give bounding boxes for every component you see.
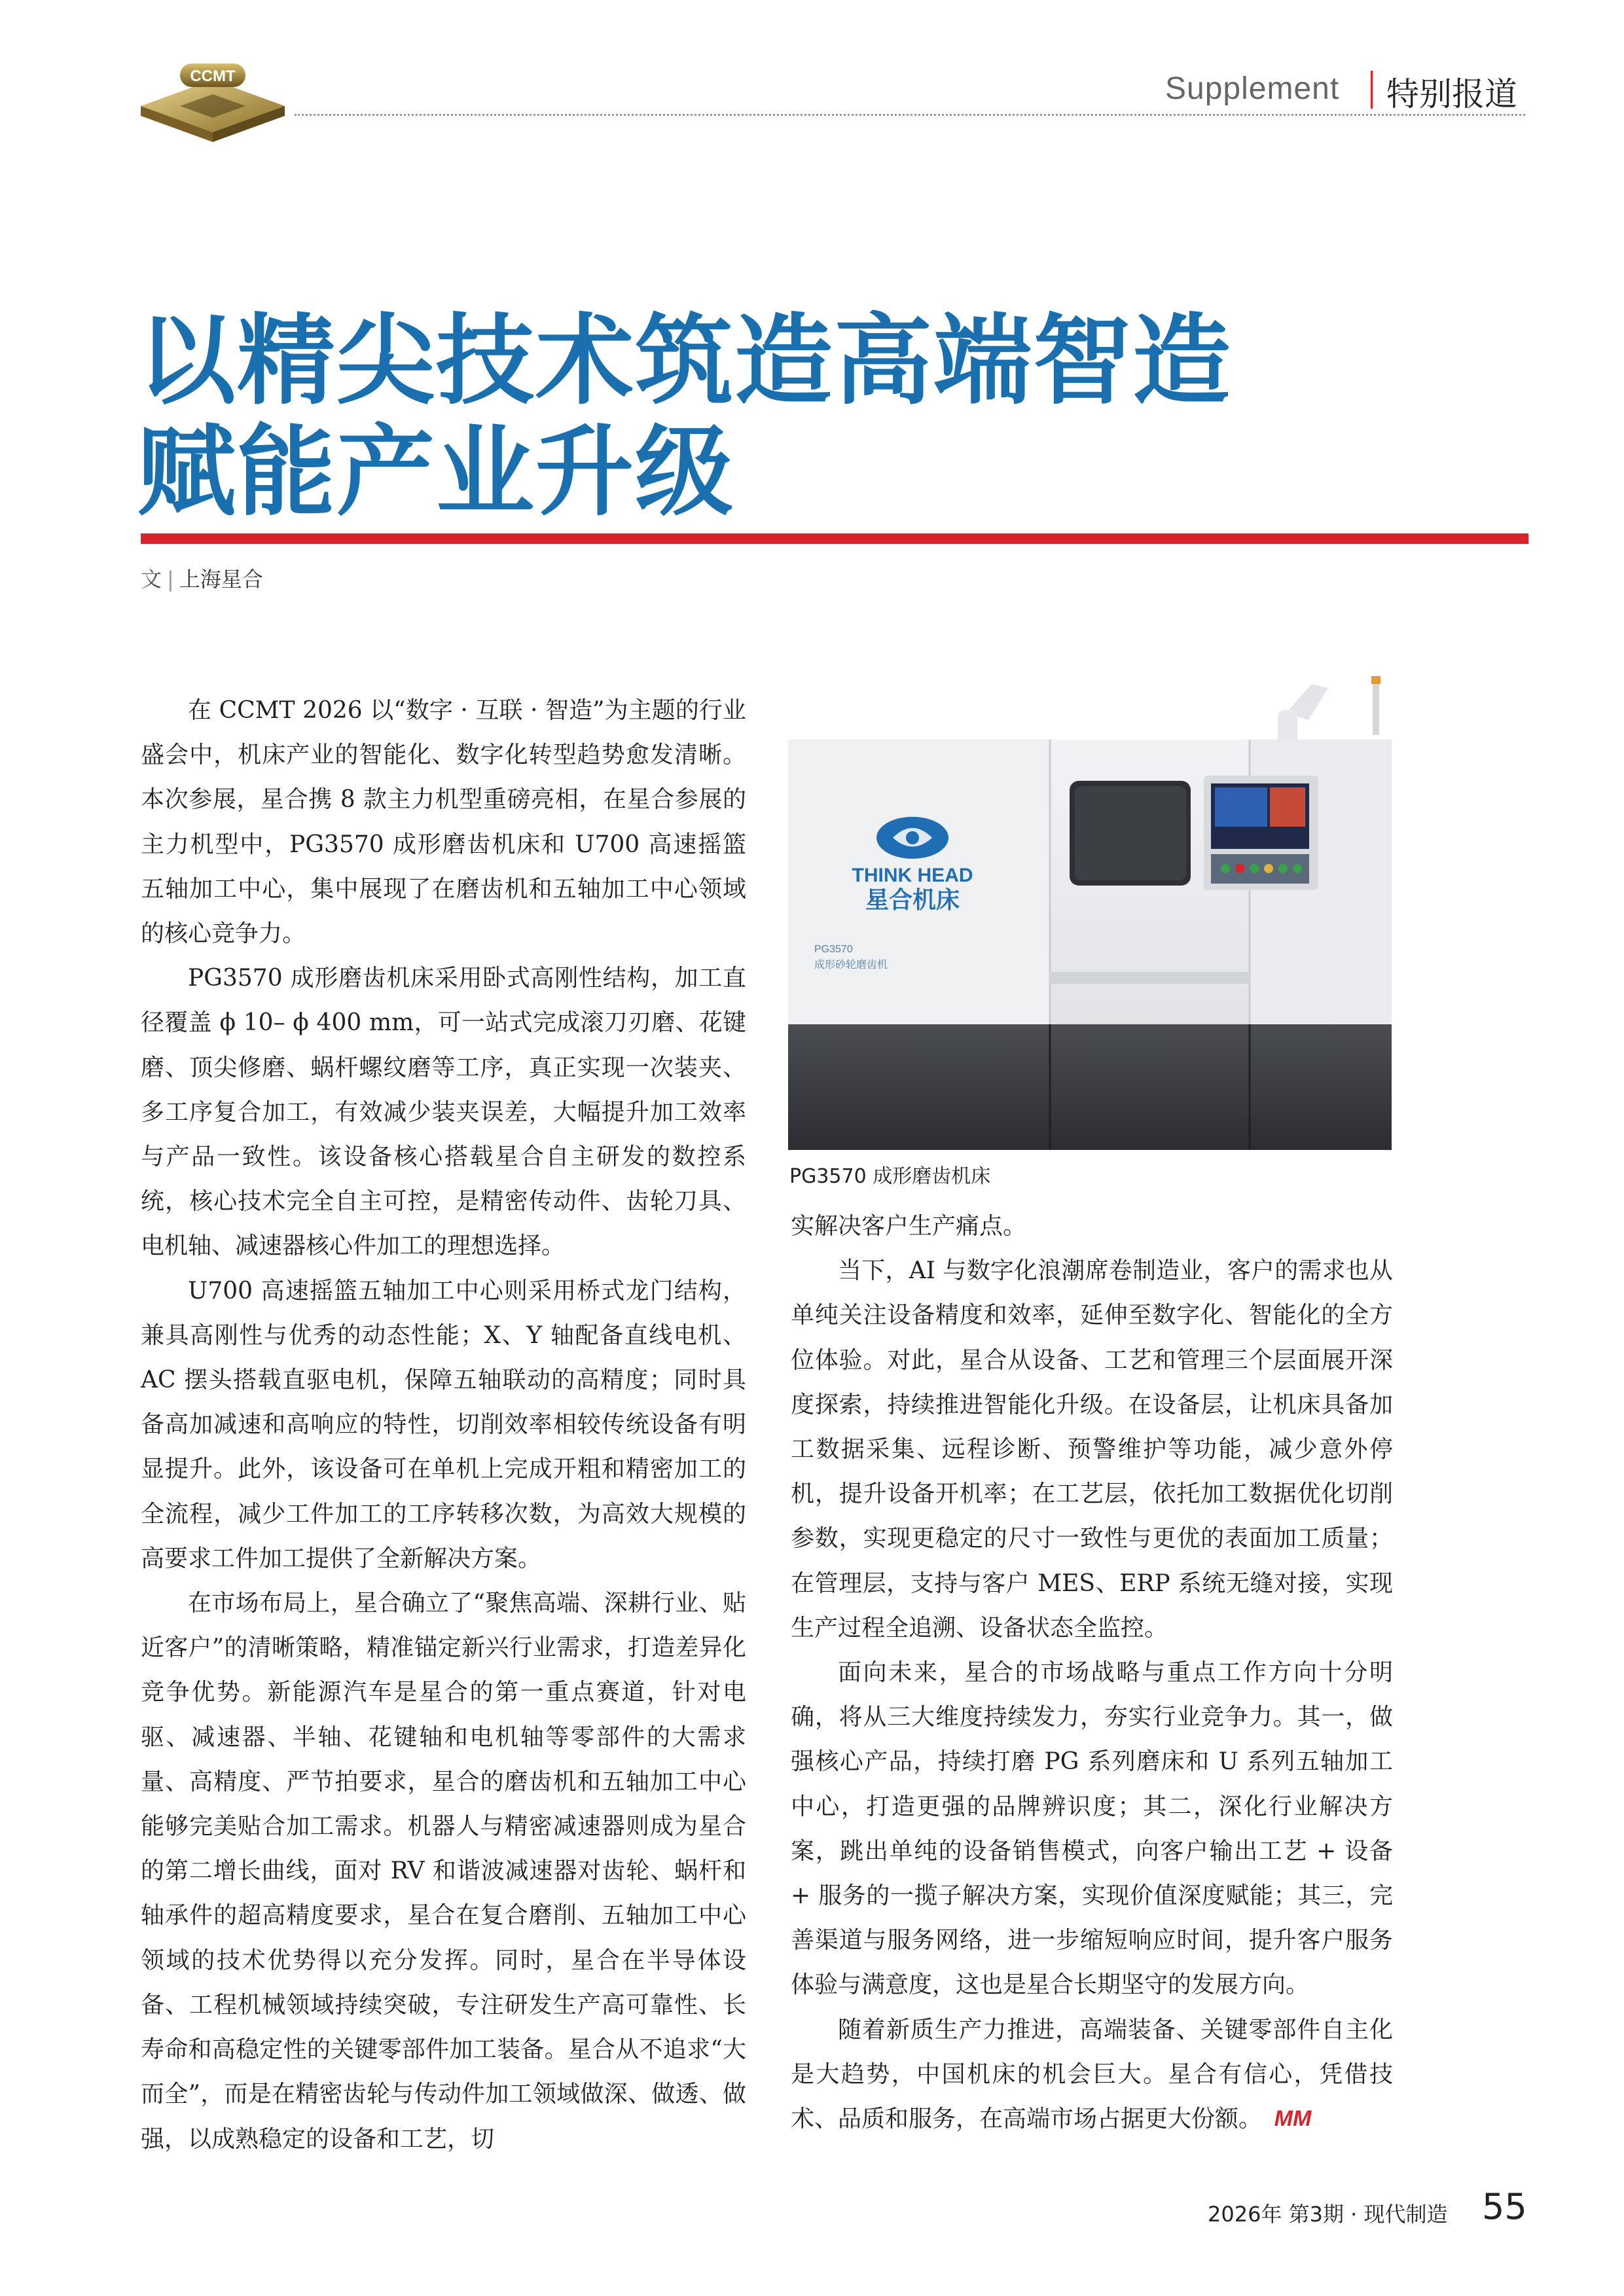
article-title-line2: 赋能产业升级: [137, 416, 735, 529]
paragraph: PG3570 成形磨齿机床采用卧式高刚性结构，加工直径覆盖 ϕ 10– ϕ 400 mm，可一站式完成滚刀刃磨、花键磨、顶尖修磨、蜗杆螺纹磨等工序，真正实现一次装夹、多工序复合加工，有效减少装夹误差，大幅提升加工效率与产品一致性。该设备核心搭载星合自主研发的数控系统，核心技术完全自主可控，是精密传动件、齿轮刀具、电机轴、减速器核心件加工的理想选择。: [141, 965, 746, 1260]
header-divider: [295, 114, 1525, 116]
paragraph: 在 CCMT 2026 以“数字 · 互联 · 智造”为主题的行业盛会中，机床产业的智能化、数字化转型趋势愈发清晰。本次参展，星合携 8 款主力机型重磅亮相，在星合参展的主力机型中，PG3570 成形磨齿机床和 U700 高速摇篮五轴加工中心，集中展现了在磨齿机和五轴加工中心领域的核心竞争力。: [141, 697, 746, 948]
paragraph: 面向未来，星合的市场战略与重点工作方向十分明确，将从三大维度持续发力，夯实行业竞争力。其一，做强核心产品，持续打磨 PG 系列磨床和 U 系列五轴加工中心，打造更强的品牌辨识度；其二，深化行业解决方案，跳出单纯的设备销售模式，向客户输出工艺 + 设备 + 服务的一揽子解决方案，实现价值深度赋能；其三，完善渠道与服务网络，进一步缩短响应时间，提升客户服务体验与满意度，这也是星合长期坚守的发展方向。: [791, 1659, 1393, 1999]
header-separator: [1371, 71, 1373, 109]
mm-end-mark-icon: [1271, 2107, 1314, 2129]
svg-text:MM: MM: [1274, 2107, 1312, 2130]
byline-label: 文: [141, 567, 162, 592]
ccmt-logo: [134, 60, 291, 145]
svg-text:成形砂轮磨齿机: 成形砂轮磨齿机: [814, 958, 888, 971]
page-number: 55: [1482, 2186, 1527, 2227]
body-column-right: [791, 1204, 1393, 2142]
section-label: 特别报道: [1386, 75, 1517, 113]
issue-info: 2026年 第3期 · 现代制造: [1208, 2202, 1448, 2227]
body-column-left: [141, 689, 746, 2162]
svg-text:CCMT: CCMT: [190, 67, 236, 85]
svg-text:PG3570: PG3570: [814, 944, 853, 955]
byline: 文 | 上海星合: [141, 567, 263, 592]
svg-text:星合机床: 星合机床: [865, 887, 960, 914]
paragraph: U700 高速摇篮五轴加工中心则采用桥式龙门结构，兼具高刚性与优秀的动态性能；X、Y 轴配备直线电机、AC 摆头搭载直驱电机，保障五轴联动的高精度；同时具备高加减速和高响应的特性，切削效率相较传统设备有明显提升。此外，该设备可在单机上完成开粗和精密加工的全流程，减少工件加工的工序转移次数，为高效大规模的高要求工件加工提供了全新解决方案。: [141, 1277, 746, 1572]
paragraph: [791, 2008, 1393, 2142]
article-title-line1: 以精尖技术筑造高端智造: [137, 304, 1233, 418]
title-underline: [141, 533, 1528, 544]
paragraph-continuation: 实解决客户生产痛点。: [791, 1213, 1027, 1240]
photo-caption: PG3570 成形磨齿机床: [789, 1165, 991, 1188]
paragraph: 当下，AI 与数字化浪潮席卷制造业，客户的需求也从单纯关注设备精度和效率，延伸至数字化、智能化的全方位体验。对此，星合从设备、工艺和管理三个层面展开深度探索，持续推进智能化升级。在设备层，让机床具备加工数据采集、远程诊断、预警维护等功能，减少意外停机，提升设备开机率；在工艺层，依托加工数据优化切削参数，实现更稳定的尺寸一致性与更优的表面加工质量；在管理层，支持与客户 MES、ERP 系统无缝对接，实现生产过程全追溯、设备状态全监控。: [791, 1257, 1393, 1641]
paragraph: 在市场布局上，星合确立了“聚焦高端、深耕行业、贴近客户”的清晰策略，精准锚定新兴行业需求，打造差异化竞争优势。新能源汽车是星合的第一重点赛道，针对电驱、减速器、半轴、花键轴和电机轴等零部件的大需求量、高精度、严节拍要求，星合的磨齿机和五轴加工中心能够完美贴合加工需求。机器人与精密减速器则成为星合的第二增长曲线，面对 RV 和谐波减速器对齿轮、蜗杆和轴承件的超高精度要求，星合在复合磨削、五轴加工中心领域的技术优势得以充分发挥。同时，星合在半导体设备、工程机械领域持续突破，专注研发生产高可靠性、长寿命和高稳定性的关键零部件加工装备。星合从不追求“大而全”，而是在精密齿轮与传动件加工领域做深、做透、做强，以成熟稳定的设备和工艺，切: [141, 1590, 746, 2153]
byline-author: 上海星合: [179, 567, 263, 592]
machine-photo: [788, 664, 1392, 1150]
closing-text: 随着新质生产力推进，高端装备、关键零部件自主化是大趋势，中国机床的机会巨大。星合有信心，凭借技术、品质和服务，在高端市场占据更大份额。: [791, 2016, 1393, 2133]
svg-text:THINK HEAD: THINK HEAD: [852, 865, 973, 886]
supplement-label: Supplement: [1165, 71, 1340, 106]
